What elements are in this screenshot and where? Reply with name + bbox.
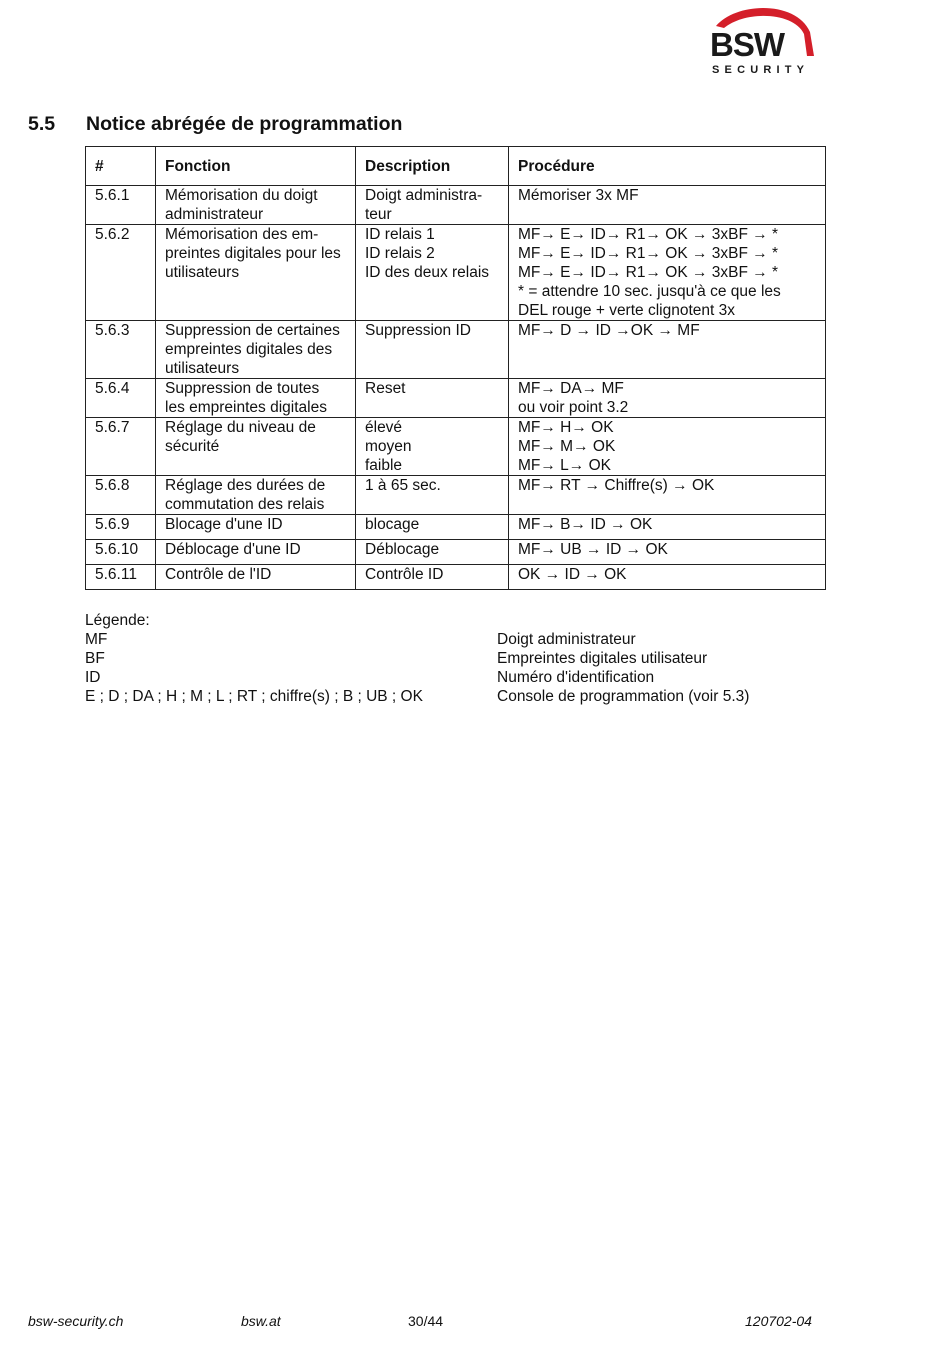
cell-line: Doigt administra- bbox=[365, 187, 483, 204]
legend-item bbox=[85, 668, 845, 687]
cell-line: MF→ B→ ID → OK bbox=[518, 516, 653, 533]
footer-doc-code: 120702-04 bbox=[745, 1313, 812, 1329]
legend-term: MF bbox=[85, 631, 108, 648]
cell-line: utilisateurs bbox=[165, 360, 240, 377]
table-row bbox=[86, 225, 826, 321]
table-row bbox=[86, 565, 826, 590]
cell-fonction bbox=[156, 515, 356, 540]
cell-fonction bbox=[156, 540, 356, 565]
cell-line: Réglage des durées de bbox=[165, 477, 326, 494]
cell-line: ou voir point 3.2 bbox=[518, 399, 629, 416]
table-row bbox=[86, 418, 826, 476]
table-row bbox=[86, 186, 826, 225]
table-header-row bbox=[86, 147, 826, 186]
cell-line: Réglage du niveau de bbox=[165, 419, 316, 436]
table-body bbox=[86, 186, 826, 590]
cell-number bbox=[86, 476, 156, 515]
footer-site-ch: bsw-security.ch bbox=[28, 1313, 124, 1329]
cell-number bbox=[86, 565, 156, 590]
cell-line: MF→ E→ ID→ R1→ OK → 3xBF → * bbox=[518, 226, 779, 243]
cell-line: 5.6.10 bbox=[95, 541, 139, 558]
cell-line: 1 à 65 sec. bbox=[365, 477, 441, 494]
cell-line: 5.6.3 bbox=[95, 322, 130, 339]
cell-fonction bbox=[156, 186, 356, 225]
legend-item bbox=[85, 649, 845, 668]
cell-line: faible bbox=[365, 457, 403, 474]
cell-line: Déblocage bbox=[365, 541, 440, 558]
cell-description bbox=[356, 565, 509, 590]
cell-line: MF→ M→ OK bbox=[518, 438, 616, 455]
cell-line: ID relais 1 bbox=[365, 226, 435, 243]
cell-line: Déblocage d'une ID bbox=[165, 541, 301, 558]
cell-description bbox=[356, 515, 509, 540]
cell-line: empreintes digitales des bbox=[165, 341, 333, 358]
cell-line: Mémoriser 3x MF bbox=[518, 187, 639, 204]
cell-line: Mémorisation du doigt bbox=[165, 187, 318, 204]
cell-description bbox=[356, 186, 509, 225]
svg-text:BSW: BSW bbox=[710, 26, 784, 63]
cell-line: teur bbox=[365, 206, 392, 223]
cell-line: 5.6.2 bbox=[95, 226, 130, 243]
legend-definition: Doigt administrateur bbox=[497, 631, 636, 648]
cell-line: Suppression de certaines bbox=[165, 322, 340, 339]
cell-line: Reset bbox=[365, 380, 406, 397]
header-procedure: Procédure bbox=[509, 147, 826, 186]
cell-procedure bbox=[509, 321, 826, 379]
cell-line: administrateur bbox=[165, 206, 264, 223]
cell-number bbox=[86, 515, 156, 540]
cell-line: MF→ DA→ MF bbox=[518, 380, 624, 397]
cell-line: MF→ RT → Chiffre(s) → OK bbox=[518, 477, 715, 494]
legend-title: Légende: bbox=[85, 612, 150, 629]
cell-procedure bbox=[509, 186, 826, 225]
cell-fonction bbox=[156, 321, 356, 379]
cell-line: MF→ E→ ID→ R1→ OK → 3xBF → * bbox=[518, 264, 779, 281]
cell-number bbox=[86, 186, 156, 225]
legend-title-row bbox=[85, 611, 845, 630]
table-row bbox=[86, 379, 826, 418]
footer-site-at: bsw.at bbox=[241, 1313, 281, 1329]
legend-definition: Console de programmation (voir 5.3) bbox=[497, 688, 750, 705]
cell-description bbox=[356, 418, 509, 476]
cell-line: Blocage d'une ID bbox=[165, 516, 283, 533]
header-fonction: Fonction bbox=[156, 147, 356, 186]
table-row bbox=[86, 321, 826, 379]
cell-fonction bbox=[156, 565, 356, 590]
cell-line: blocage bbox=[365, 516, 420, 533]
cell-fonction bbox=[156, 225, 356, 321]
cell-procedure bbox=[509, 418, 826, 476]
cell-line: preintes digitales pour les bbox=[165, 245, 341, 262]
cell-line: ID des deux relais bbox=[365, 264, 490, 281]
cell-description bbox=[356, 476, 509, 515]
legend-term: BF bbox=[85, 650, 105, 667]
cell-line: commutation des relais bbox=[165, 496, 325, 513]
cell-procedure bbox=[509, 225, 826, 321]
cell-line: Mémorisation des em- bbox=[165, 226, 319, 243]
section-title: Notice abrégée de programmation bbox=[86, 113, 403, 135]
cell-procedure bbox=[509, 540, 826, 565]
cell-procedure bbox=[509, 565, 826, 590]
cell-number bbox=[86, 540, 156, 565]
cell-line: 5.6.1 bbox=[95, 187, 130, 204]
cell-line: 5.6.9 bbox=[95, 516, 130, 533]
cell-line: MF→ E→ ID→ R1→ OK → 3xBF → * bbox=[518, 245, 779, 262]
cell-line: Contrôle ID bbox=[365, 566, 444, 583]
cell-number bbox=[86, 418, 156, 476]
cell-line: 5.6.11 bbox=[95, 566, 137, 583]
cell-fonction bbox=[156, 476, 356, 515]
header-description: Description bbox=[356, 147, 509, 186]
cell-number bbox=[86, 321, 156, 379]
cell-procedure bbox=[509, 476, 826, 515]
cell-procedure bbox=[509, 379, 826, 418]
cell-description bbox=[356, 225, 509, 321]
cell-line: 5.6.4 bbox=[95, 380, 130, 397]
cell-line: Contrôle de l'ID bbox=[165, 566, 272, 583]
cell-number bbox=[86, 379, 156, 418]
legend-definition: Numéro d'identification bbox=[497, 669, 655, 686]
cell-line: Suppression ID bbox=[365, 322, 471, 339]
logo-graphic bbox=[706, 4, 818, 78]
footer-page-number: 30/44 bbox=[408, 1313, 444, 1329]
cell-line: utilisateurs bbox=[165, 264, 240, 281]
table-row bbox=[86, 540, 826, 565]
cell-line: moyen bbox=[365, 438, 412, 455]
cell-line: Suppression de toutes bbox=[165, 380, 320, 397]
cell-line: MF→ L→ OK bbox=[518, 457, 612, 474]
legend-term: E ; D ; DA ; H ; M ; L ; RT ; chiffre(s) ; B ; UB ; OK bbox=[85, 688, 423, 705]
cell-description bbox=[356, 540, 509, 565]
cell-line: élevé bbox=[365, 419, 403, 436]
cell-line: OK → ID → OK bbox=[518, 566, 627, 583]
cell-line: 5.6.8 bbox=[95, 477, 130, 494]
svg-text:SECURITY: SECURITY bbox=[712, 64, 810, 76]
cell-line: 5.6.7 bbox=[95, 419, 130, 436]
table-row bbox=[86, 476, 826, 515]
programming-table bbox=[85, 146, 826, 590]
cell-procedure bbox=[509, 515, 826, 540]
cell-description bbox=[356, 379, 509, 418]
cell-line: les empreintes digitales bbox=[165, 399, 327, 416]
legend-definition: Empreintes digitales utilisateur bbox=[497, 650, 708, 667]
cell-fonction bbox=[156, 418, 356, 476]
legend bbox=[85, 611, 845, 706]
legend-item bbox=[85, 630, 845, 649]
cell-line: MF→ H→ OK bbox=[518, 419, 614, 436]
cell-line: * = attendre 10 sec. jusqu'à ce que les bbox=[518, 283, 781, 300]
cell-line: ID relais 2 bbox=[365, 245, 435, 262]
section-heading bbox=[28, 113, 402, 136]
legend-term: ID bbox=[85, 669, 101, 686]
bsw-security-logo bbox=[706, 4, 818, 78]
legend-item bbox=[85, 687, 845, 706]
cell-line: DEL rouge + verte clignotent 3x bbox=[518, 302, 735, 319]
table-row bbox=[86, 515, 826, 540]
section-number: 5.5 bbox=[28, 113, 56, 135]
cell-line: MF→ D → ID →OK → MF bbox=[518, 322, 700, 339]
header-number: # bbox=[86, 147, 156, 186]
cell-description bbox=[356, 321, 509, 379]
cell-line: sécurité bbox=[165, 438, 220, 455]
cell-line: MF→ UB → ID → OK bbox=[518, 541, 668, 558]
cell-number bbox=[86, 225, 156, 321]
cell-fonction bbox=[156, 379, 356, 418]
